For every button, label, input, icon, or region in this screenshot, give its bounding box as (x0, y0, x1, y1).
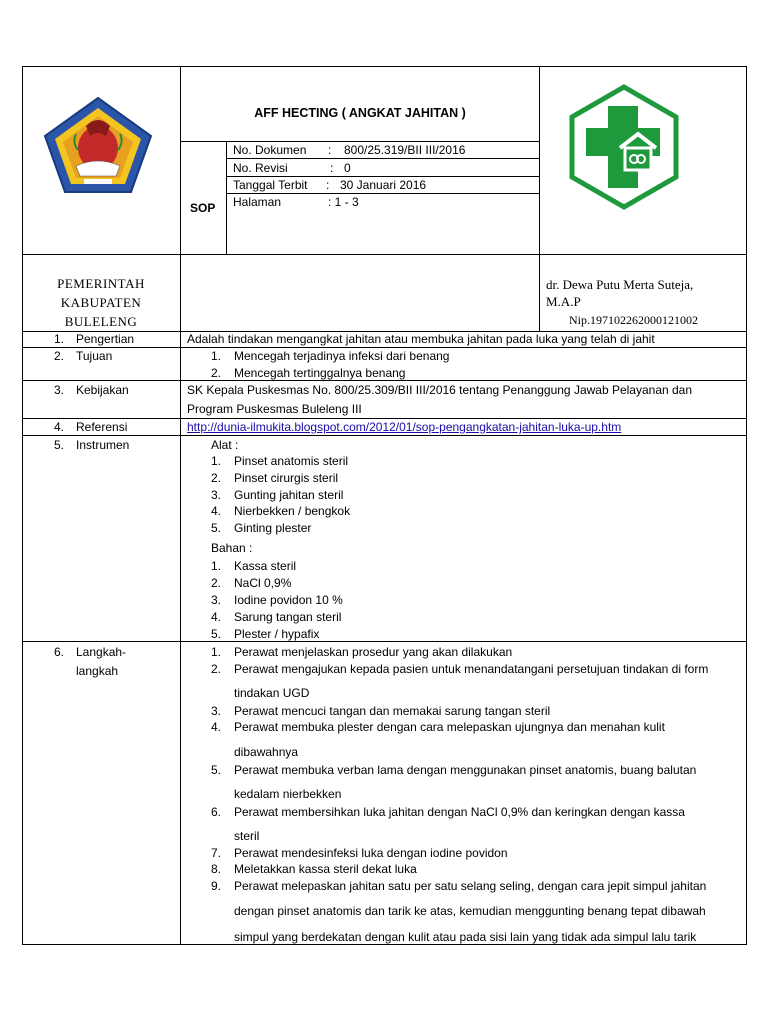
step-text: dengan pinset anatomis dan tarik ke atas, kemudian menggunting benang tepat dibawah (234, 904, 706, 918)
row-label: Tujuan (76, 349, 113, 363)
list-number: 5. (210, 521, 221, 535)
signatory-nip: Nip.197102262000121002 (569, 313, 698, 327)
org-line-2: KABUPATEN (60, 295, 142, 310)
step-text: tindakan UGD (234, 686, 310, 700)
bahan-item: Kassa steril (234, 559, 297, 573)
bali-province-crest-logo (42, 96, 154, 194)
step-text: dibawahnya (234, 745, 299, 759)
reference-link[interactable]: http://dunia-ilmukita.blogspot.com/2012/01/sop-pengangkatan-jahitan-luka-up.htm (187, 420, 622, 434)
row-number: 1. (53, 332, 64, 346)
list-number: 2. (210, 366, 221, 380)
date-sep: : (326, 178, 330, 192)
row-number: 3. (53, 383, 64, 397)
signatory-name-2: M.A.P (546, 294, 581, 309)
row-label: Instrumen (76, 438, 130, 452)
bahan-heading: Bahan : (211, 541, 253, 555)
list-number: 1. (210, 349, 221, 363)
step-number: 3. (210, 704, 221, 718)
step-text: Perawat mendesinfeksi luka dengan iodine povidon (234, 846, 508, 860)
row-content: Adalah tindakan mengangkat jahitan atau membuka jahitan pada luka yang telah di jahit (187, 332, 655, 346)
row-label: langkah (76, 664, 119, 678)
bahan-item: Sarung tangan steril (234, 610, 342, 624)
step-number: 7. (210, 846, 221, 860)
step-text: Perawat menjelaskan prosedur yang akan dilakukan (234, 645, 513, 659)
step-text: Perawat membuka verban lama dengan menggunakan pinset anatomis, buang balutan (234, 763, 697, 777)
row-label: Kebijakan (76, 383, 129, 397)
list-item: Mencegah tertinggalnya benang (234, 366, 406, 380)
date-value: 30 Januari 2016 (340, 178, 427, 192)
alat-heading: Alat : (211, 438, 239, 452)
step-text: Perawat membuka plester dengan cara melepaskan ujungnya dan menahan kulit (234, 720, 665, 734)
list-item: Mencegah terjadinya infeksi dari benang (234, 349, 450, 363)
alat-item: Pinset cirurgis steril (234, 471, 339, 485)
row-number: 2. (53, 349, 64, 363)
bahan-item: Iodine povidon 10 % (234, 593, 343, 607)
step-text: Perawat membersihkan luka jahitan dengan NaCl 0,9% dan keringkan dengan kassa (234, 805, 685, 819)
org-line-3: BULELENG (64, 314, 138, 329)
list-number: 5. (210, 627, 221, 641)
doc-no-value: 800/25.319/BII III/2016 (344, 143, 466, 157)
step-number: 6. (210, 805, 221, 819)
page-value: : 1 - 3 (328, 195, 359, 209)
step-number: 5. (210, 763, 221, 777)
list-number: 4. (210, 610, 221, 624)
list-number: 3. (210, 593, 221, 607)
list-number: 1. (210, 454, 221, 468)
bahan-item: NaCl 0,9% (234, 576, 292, 590)
step-text: Perawat melepaskan jahitan satu per satu selang seling, dengan cara jepit simpul jahitan (234, 879, 707, 893)
row-number: 4. (53, 420, 64, 434)
puskesmas-logo (568, 84, 680, 210)
row-content: SK Kepala Puskesmas No. 800/25.309/BII III/2016 tentang Penanggung Jawab Pelayanan dan (187, 383, 693, 397)
row-label: Langkah- (76, 645, 127, 659)
date-label: Tanggal Terbit (233, 178, 308, 192)
alat-item: Ginting plester (234, 521, 312, 535)
row-label: Pengertian (76, 332, 135, 346)
alat-item: Gunting jahitan steril (234, 488, 344, 502)
org-line-1: PEMERINTAH (57, 276, 145, 291)
list-number: 2. (210, 576, 221, 590)
list-number: 3. (210, 488, 221, 502)
doc-no-sep: : (328, 143, 332, 157)
row-number: 6. (53, 645, 64, 659)
bahan-item: Plester / hypafix (234, 627, 320, 641)
alat-item: Nierbekken / bengkok (234, 504, 351, 518)
step-text: kedalam nierbekken (234, 787, 342, 801)
step-number: 8. (210, 862, 221, 876)
step-text: Meletakkan kassa steril dekat luka (234, 862, 417, 876)
revision-value: 0 (344, 161, 351, 175)
signatory-name-1: dr. Dewa Putu Merta Suteja, (546, 277, 694, 292)
document-title: AFF HECTING ( ANGKAT JAHITAN ) (254, 106, 466, 120)
step-number: 9. (210, 879, 221, 893)
step-text: steril (234, 829, 260, 843)
list-number: 4. (210, 504, 221, 518)
row-label: Referensi (76, 420, 128, 434)
revision-sep: : (330, 161, 334, 175)
list-number: 1. (210, 559, 221, 573)
step-number: 1. (210, 645, 221, 659)
step-text: simpul yang berdekatan dengan kulit atau pada sisi lain yang tidak ada simpul lalu tarik (234, 930, 697, 944)
list-number: 2. (210, 471, 221, 485)
step-text: Perawat mengajukan kepada pasien untuk menandatangani persetujuan tindakan di form (234, 662, 709, 676)
revision-label: No. Revisi (233, 161, 288, 175)
alat-item: Pinset anatomis steril (234, 454, 349, 468)
step-number: 2. (210, 662, 221, 676)
sop-label: SOP (190, 201, 216, 215)
step-number: 4. (210, 720, 221, 734)
doc-no-label: No. Dokumen (233, 143, 307, 157)
step-text: Perawat mencuci tangan dan memakai sarung tangan steril (234, 704, 551, 718)
row-number: 5. (53, 438, 64, 452)
row-content: Program Puskesmas Buleleng III (187, 402, 362, 416)
page-label: Halaman (233, 195, 282, 209)
